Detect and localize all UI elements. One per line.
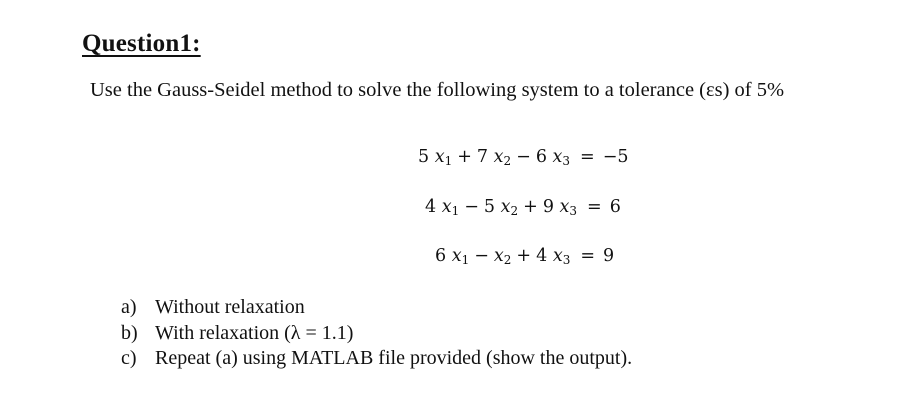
part-letter: c) — [121, 347, 137, 369]
operator: − — [474, 246, 489, 266]
equation-2 — [425, 197, 621, 218]
question-title: Question1: — [82, 30, 201, 57]
subscript: 3 — [562, 154, 571, 168]
part-item-a — [121, 295, 632, 321]
coef: 5 — [483, 197, 496, 217]
part-text: Repeat (a) using MATLAB file provided (show the output). — [155, 347, 633, 369]
part-text: With relaxation (λ = 1.1) — [155, 321, 354, 344]
coef: 6 — [435, 246, 447, 266]
subscript: 2 — [510, 204, 519, 218]
coef: 5 — [418, 147, 430, 167]
equation-1 — [418, 147, 629, 168]
coef: 4 — [425, 197, 437, 217]
rhs: 9 — [603, 246, 615, 266]
variable: x — [493, 147, 504, 167]
part-item-c — [121, 346, 632, 372]
variable: x — [493, 246, 504, 266]
equals-sign: = — [580, 147, 595, 167]
operator: − — [516, 147, 531, 167]
operator: − — [464, 197, 479, 217]
variable: x — [500, 197, 511, 217]
subscript: 3 — [569, 204, 578, 218]
rhs: −5 — [602, 147, 629, 167]
part-letter: a) — [121, 296, 137, 318]
subscript: 2 — [503, 253, 512, 267]
variable: x — [559, 197, 570, 217]
coef: 9 — [542, 197, 554, 217]
operator: + — [516, 246, 532, 266]
operator: + — [523, 197, 538, 217]
variable: x — [434, 147, 445, 167]
equals-sign: = — [587, 197, 602, 217]
variable: x — [552, 147, 563, 167]
part-letter: b) — [121, 321, 138, 344]
variable: x — [441, 197, 452, 217]
rhs: 6 — [609, 197, 621, 217]
coef: 4 — [536, 246, 548, 266]
subscript: 1 — [451, 204, 460, 218]
variable: x — [552, 246, 563, 266]
subscript: 1 — [444, 154, 453, 168]
operator: + — [457, 147, 472, 167]
variable: x — [451, 246, 462, 266]
subscript: 3 — [562, 253, 571, 267]
subscript: 1 — [461, 253, 470, 267]
coef: 6 — [535, 147, 547, 167]
equation-3 — [435, 246, 614, 267]
equals-sign: = — [580, 246, 595, 266]
subscript: 2 — [503, 154, 512, 168]
coef: 7 — [476, 147, 489, 167]
part-item-b — [121, 321, 632, 347]
part-text: Without relaxation — [155, 296, 305, 318]
question-prompt: Use the Gauss-Seidel method to solve the following system to a tolerance (εs) of 5% — [90, 79, 785, 101]
parts-list — [121, 295, 632, 372]
